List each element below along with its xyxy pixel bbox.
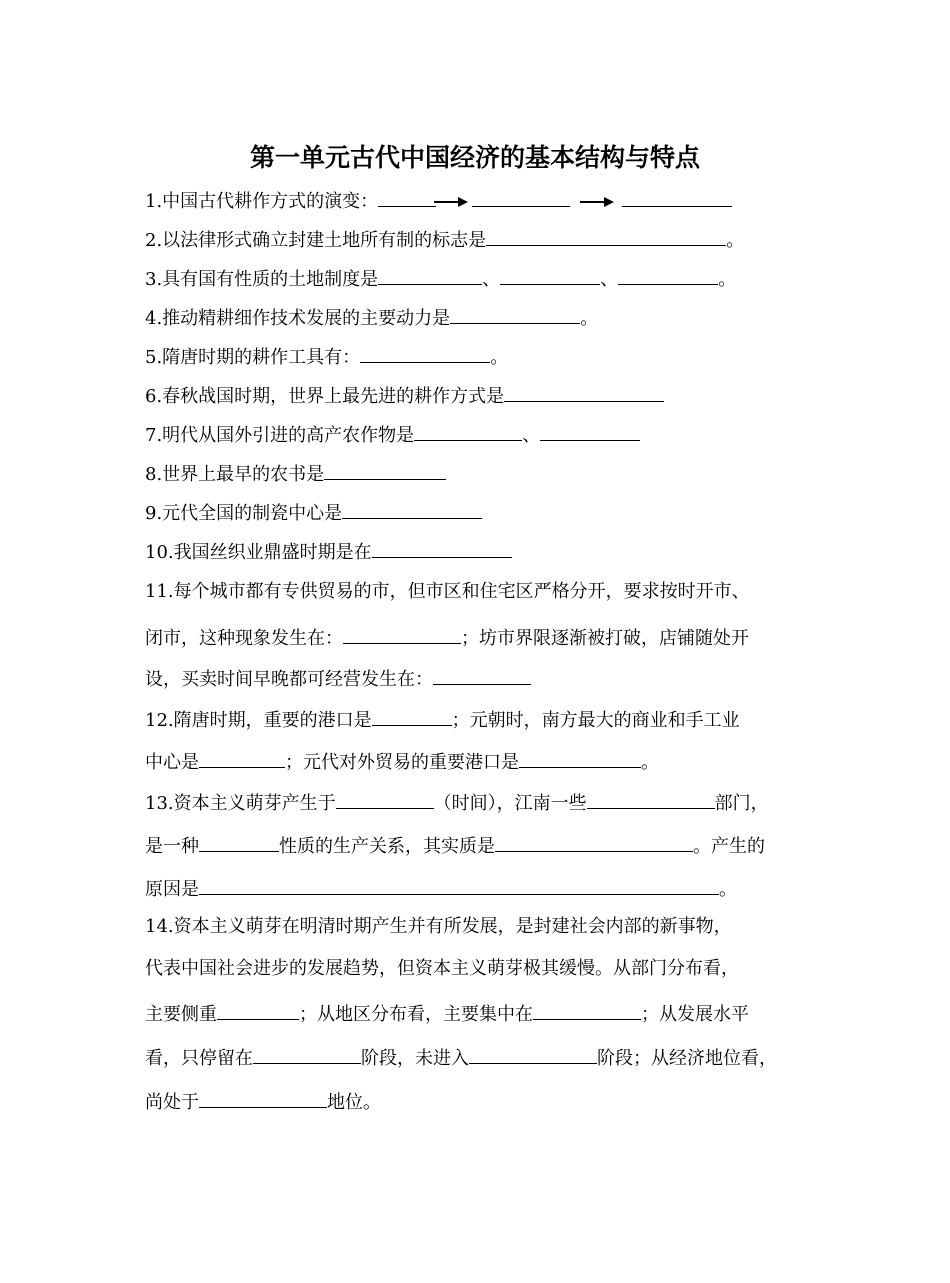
question-text: ；从发展水平	[641, 1004, 749, 1025]
arrow-right-icon	[434, 195, 468, 209]
question-text: ；元朝时，南方最大的商业和手工业	[451, 710, 740, 731]
answer-blank[interactable]	[253, 1044, 361, 1064]
answer-blank[interactable]	[519, 748, 641, 768]
answer-blank[interactable]	[486, 226, 726, 246]
arrow-right-icon	[580, 195, 614, 209]
question-3	[145, 265, 736, 289]
question-12-line-2	[145, 748, 659, 772]
punctuation: 、	[522, 425, 541, 446]
question-text: ；元代对外贸易的重要港口是	[285, 752, 519, 773]
question-text: 12.隋唐时期，重要的港口是	[145, 710, 372, 731]
question-text: 尚处于	[145, 1092, 199, 1113]
question-text: 1.中国古代耕作方式的演变：	[145, 191, 379, 212]
answer-blank[interactable]	[372, 706, 452, 726]
answer-blank[interactable]	[199, 875, 719, 895]
question-text: 部门，	[714, 793, 769, 814]
answer-blank[interactable]	[469, 1044, 597, 1064]
punctuation: 。	[580, 308, 599, 329]
question-text: 中心是	[145, 752, 199, 773]
question-text: 地位。	[327, 1092, 381, 1113]
question-14-line-5	[145, 1088, 381, 1112]
question-14-line-3	[145, 1000, 749, 1024]
answer-blank[interactable]	[414, 421, 522, 441]
answer-blank[interactable]	[450, 304, 580, 324]
question-text: 阶段；从经济地位看，	[597, 1048, 777, 1069]
question-text: 性质的生产关系，其实质是	[279, 836, 495, 857]
question-text: 14.资本主义萌芽在明清时期产生并有所发展，是封建社会内部的新事物，	[145, 916, 732, 937]
answer-blank[interactable]	[500, 265, 600, 285]
question-14-line-1	[145, 915, 732, 939]
question-text: 4.推动精耕细作技术发展的主要动力是	[145, 308, 451, 329]
question-text: 。产生的	[693, 836, 765, 857]
question-13-line-2	[145, 832, 765, 856]
question-9	[145, 499, 482, 523]
answer-blank[interactable]	[217, 1000, 299, 1020]
punctuation: 。	[490, 347, 509, 368]
question-text: 原因是	[145, 879, 199, 900]
question-14-line-4	[145, 1044, 777, 1068]
question-text: 代表中国社会进步的发展趋势，但资本主义萌芽极其缓慢。从部门分布看，	[145, 958, 739, 979]
answer-blank[interactable]	[504, 382, 664, 402]
punctuation: 。	[718, 269, 737, 290]
question-text: 6.春秋战国时期，世界上最先进的耕作方式是	[145, 386, 505, 407]
question-text: ；从地区分布看，主要集中在	[299, 1004, 533, 1025]
question-4	[145, 304, 598, 328]
question-7	[145, 421, 640, 445]
question-13-line-3	[145, 875, 737, 899]
answer-blank[interactable]	[199, 832, 279, 852]
question-12-line-1	[145, 706, 740, 730]
question-8	[145, 460, 446, 484]
question-5	[145, 343, 508, 367]
question-text: 2.以法律形式确立封建土地所有制的标志是	[145, 230, 487, 251]
answer-blank[interactable]	[378, 187, 436, 207]
question-text: 设，买卖时间早晚都可经营发生在：	[145, 669, 433, 690]
answer-blank[interactable]	[378, 265, 482, 285]
question-text: 9.元代全国的制瓷中心是	[145, 503, 343, 524]
question-11-line-2	[145, 624, 749, 648]
answer-blank[interactable]	[372, 538, 512, 558]
answer-blank[interactable]	[343, 624, 461, 644]
question-text: 3.具有国有性质的土地制度是	[145, 269, 379, 290]
question-6	[145, 382, 664, 406]
answer-blank[interactable]	[618, 265, 718, 285]
answer-blank[interactable]	[360, 343, 490, 363]
question-text: 主要侧重	[145, 1004, 217, 1025]
punctuation: 、	[482, 269, 501, 290]
answer-blank[interactable]	[336, 789, 434, 809]
answer-blank[interactable]	[540, 421, 640, 441]
question-13-line-1	[145, 789, 769, 813]
question-text: 5.隋唐时期的耕作工具有：	[145, 347, 361, 368]
question-text: 7.明代从国外引进的高产农作物是	[145, 425, 415, 446]
question-2	[145, 226, 744, 250]
question-14-line-2	[145, 957, 739, 981]
question-text: 8.世界上最早的农书是	[145, 464, 325, 485]
answer-blank[interactable]	[533, 1000, 641, 1020]
question-text: 10.我国丝织业鼎盛时期是在	[145, 542, 372, 563]
answer-blank[interactable]	[342, 499, 482, 519]
page-title: 第一单元古代中国经济的基本结构与特点	[249, 143, 700, 172]
answer-blank[interactable]	[622, 187, 732, 207]
question-10	[145, 538, 512, 562]
question-text: 闭市，这种现象发生在：	[145, 628, 343, 649]
answer-blank[interactable]	[433, 665, 531, 685]
question-1	[145, 187, 732, 211]
answer-blank[interactable]	[199, 1088, 327, 1108]
question-11-line-3	[145, 665, 531, 689]
punctuation: 。	[641, 752, 659, 773]
punctuation: 。	[726, 230, 745, 251]
answer-blank[interactable]	[199, 748, 285, 768]
punctuation: 、	[600, 269, 619, 290]
answer-blank[interactable]	[495, 832, 693, 852]
question-text: （时间），江南一些	[433, 793, 587, 814]
answer-blank[interactable]	[587, 789, 715, 809]
question-text: 13.资本主义萌芽产生于	[145, 793, 336, 814]
question-text: 11.每个城市都有专供贸易的市，但市区和住宅区严格分开，要求按时开市、	[145, 581, 750, 602]
answer-blank[interactable]	[324, 460, 446, 480]
question-text: 是一种	[145, 836, 199, 857]
punctuation: 。	[719, 879, 737, 900]
question-text: 阶段，未进入	[361, 1048, 469, 1069]
question-11-line-1	[145, 580, 750, 604]
answer-blank[interactable]	[472, 187, 570, 207]
question-text: ；坊市界限逐渐被打破，店铺随处开	[461, 628, 749, 649]
question-text: 看，只停留在	[145, 1048, 253, 1069]
